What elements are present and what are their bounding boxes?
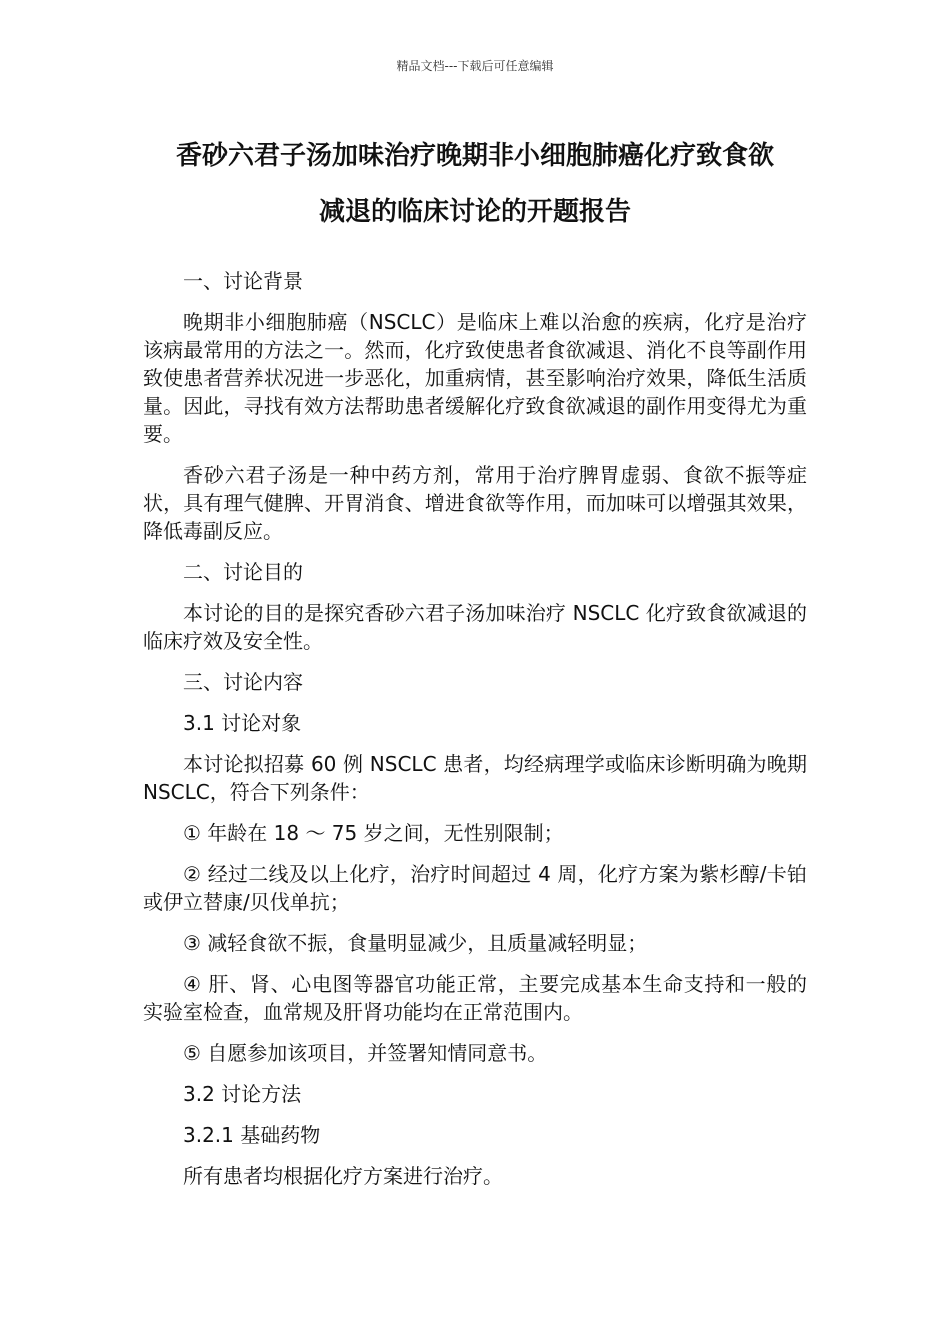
title-line-2: 减退的临床讨论的开题报告 — [318, 197, 631, 227]
section-heading-background: 一、讨论背景 — [183, 269, 303, 293]
criteria-item-4: ④ 肝、肾、心电图等器官功能正常，主要完成基本生命支持和一般的实验室检查，血常规及肝肾功能均在正常范围内。 — [143, 972, 807, 1024]
paragraph-background-1: 晚期非小细胞肺癌（NSCLC）是临床上难以治愈的疾病，化疗是治疗该病最常用的方法之一。然而，化疗致使患者食欲减退、消化不良等副作用致使患者营养状况进一步恶化，加重病情，甚至影响治疗效果，降低生活质量。因此，寻找有效方法帮助患者缓解化疗致食欲减退的副作用变得尤为重要。 — [143, 310, 807, 446]
title-line-1: 香砂六君子汤加味治疗晚期非小细胞肺癌化疗致食欲 — [175, 141, 774, 171]
page-header: 精品文档---下载后可任意编辑 — [396, 59, 554, 73]
criteria-item-1: ① 年龄在 18 ～ 75 岁之间，无性别限制； — [183, 821, 564, 845]
section-heading-purpose: 二、讨论目的 — [183, 560, 303, 584]
subsection-heading-methods: 3.2 讨论方法 — [183, 1082, 302, 1106]
section-heading-content: 三、讨论内容 — [183, 670, 303, 694]
paragraph-purpose: 本讨论的目的是探究香砂六君子汤加味治疗 NSCLC 化疗致食欲减退的临床疗效及安全性。 — [143, 601, 807, 653]
paragraph-subjects: 本讨论拟招募 60 例 NSCLC 患者，均经病理学或临床诊断明确为晚期 NSCLC，符合下列条件： — [143, 752, 807, 804]
subsection-heading-basic-drugs: 3.2.1 基础药物 — [183, 1123, 321, 1147]
document-title — [143, 128, 807, 240]
document-body — [143, 267, 807, 1203]
criteria-item-2: ② 经过二线及以上化疗，治疗时间超过 4 周，化疗方案为紫杉醇/卡铂或伊立替康/贝伐单抗； — [143, 862, 807, 914]
criteria-item-5: ⑤ 自愿参加该项目，并签署知情同意书。 — [183, 1041, 548, 1065]
subsection-heading-subjects: 3.1 讨论对象 — [183, 711, 302, 735]
paragraph-background-2: 香砂六君子汤是一种中药方剂，常用于治疗脾胃虚弱、食欲不振等症状，具有理气健脾、开胃消食、增进食欲等作用，而加味可以增强其效果，降低毒副反应。 — [143, 463, 807, 543]
criteria-item-3: ③ 减轻食欲不振，食量明显减少，且质量减轻明显； — [183, 931, 648, 955]
paragraph-basic-drugs: 所有患者均根据化疗方案进行治疗。 — [183, 1164, 503, 1188]
